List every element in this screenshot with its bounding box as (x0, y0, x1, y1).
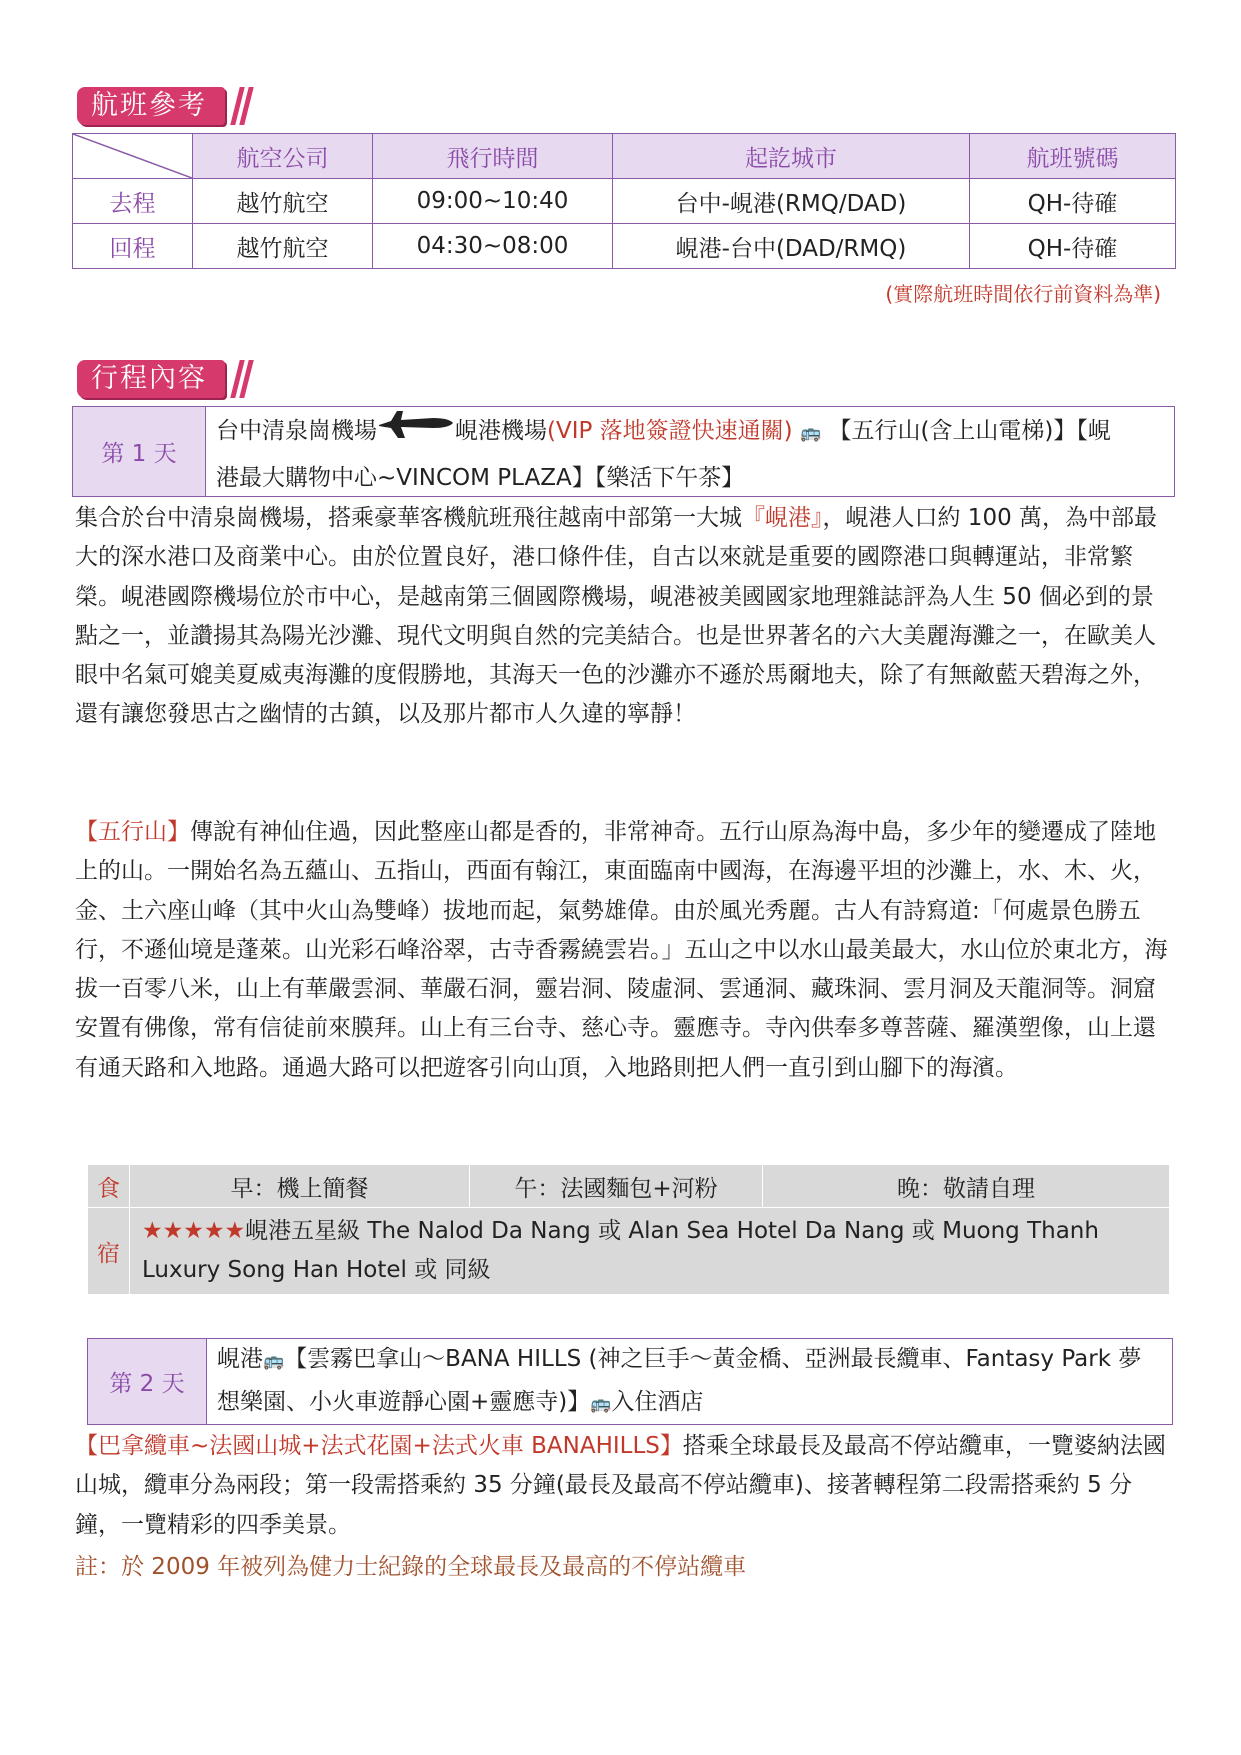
bana-label: 【巴拿纜車~法國山城+法式花園+法式火車 BANAHILLS】 (75, 1433, 683, 1459)
meal-label: 食 (88, 1165, 130, 1208)
corner-cell (73, 134, 193, 179)
hotel-text: 峴港五星級 The Nalod Da Nang 或 Alan Sea Hotel Da Nang 或 Muong Thanh Luxury Song Han Hotel 或 同級 (142, 1218, 1099, 1283)
row-label: 去程 (73, 179, 193, 224)
bus-icon: 🚌 (590, 1394, 612, 1414)
meal-row (88, 1165, 1170, 1208)
airline-cell: 越竹航空 (193, 179, 373, 224)
stay-label: 宿 (88, 1208, 130, 1295)
day2-route-start: 峴港 (217, 1346, 263, 1372)
lunch-cell: 午：法國麵包+河粉 (470, 1165, 763, 1208)
day1-box (72, 406, 1175, 497)
day1-label: 第 1 天 (73, 407, 206, 496)
day1-intro-city: 『峴港』 (742, 505, 823, 531)
airplane-icon (377, 407, 455, 456)
section-flight-title: 航班參考 (77, 87, 225, 125)
day2-label: 第 2 天 (88, 1339, 207, 1424)
section-itinerary-title: 行程內容 (77, 360, 225, 398)
meal-table (87, 1164, 1170, 1295)
day1-route (206, 407, 1174, 496)
bana-text: 搭乘全球最長及最高不停站纜車，一覽婆納法國山城，纜車分為兩段；第一段需搭乘約 35 分鐘(最長及最高不停站纜車)、接著轉程第二段需搭乘約 5 分鐘，一覽精彩的四季美景。 (75, 1433, 1166, 1538)
airline-cell: 越竹航空 (193, 224, 373, 269)
time-cell: 09:00~10:40 (373, 179, 613, 224)
header-route: 起訖城市 (613, 134, 970, 179)
route-cell: 台中-峴港(RMQ/DAD) (613, 179, 970, 224)
dinner-cell: 晚：敬請自理 (763, 1165, 1170, 1208)
hotel-cell (130, 1208, 1170, 1295)
flight-row-return (73, 224, 1176, 269)
breakfast-cell: 早：機上簡餐 (130, 1165, 470, 1208)
hotel-stars: ★★★★★ (142, 1218, 246, 1244)
bus-icon: 🚌 (263, 1351, 285, 1371)
day2-route-sights: 【雲霧巴拿山～BANA HILLS (神之巨手～黃金橋、亞洲最長纜車、Fantasy Park 夢想樂園、小火車遊靜心園+靈應寺)】 (217, 1346, 1142, 1415)
day1-route-sights-2: 港最大購物中心~VINCOM PLAZA】【樂活下午茶】 (216, 465, 745, 491)
flight-no-cell: QH-待確 (970, 179, 1176, 224)
header-flight-no: 航班號碼 (970, 134, 1176, 179)
header-time: 飛行時間 (373, 134, 613, 179)
wuxing-text: 傳說有神仙住過，因此整座山都是香的，非常神奇。五行山原為海中島，多少年的變遷成了陸地上的山。一開始名為五蘊山、五指山，西面有翰江，東面臨南中國海，在海邊平坦的沙灘上，水、木、火，金、土六座山峰（其中火山為雙峰）拔地而起，氣勢雄偉。由於風光秀麗。古人有詩寫道:「何處景色勝五行，不遜仙境是蓬萊。山光彩石峰浴翠，古寺香霧繞雲岩。」五山之中以水山最美最大，水山位於東北方，海拔一百零八米，山上有華嚴雲洞、華嚴石洞，靈岩洞、陵虛洞、雲通洞、藏珠洞、雲月洞及天龍洞等。洞窟安置有佛像，常有信徒前來膜拜。山上有三台寺、慈心寺。靈應寺。寺內供奉多尊菩薩、羅漢塑像，山上還有通天路和入地路。通過大路可以把遊客引向山頂，入地路則把人們一直引到山腳下的海濱。 (75, 819, 1168, 1081)
day2-box (87, 1338, 1173, 1425)
day2-route (207, 1339, 1172, 1424)
flight-note: (實際航班時間依行前資料為準) (885, 282, 1161, 306)
wuxing-paragraph (75, 813, 1170, 1088)
header-airline: 航空公司 (193, 134, 373, 179)
flight-no-cell: QH-待確 (970, 224, 1176, 269)
hotel-row (88, 1208, 1170, 1295)
bana-paragraph (75, 1427, 1170, 1545)
day1-visa: (VIP 落地簽證快速通關) (547, 418, 793, 444)
section-bars-icon (231, 87, 249, 125)
day1-intro (75, 499, 1170, 735)
flight-header-row (73, 134, 1176, 179)
day1-route-start: 台中清泉崗機場 (216, 418, 377, 444)
flight-row-outbound (73, 179, 1176, 224)
day1-route-sights: 【五行山(含上山電梯)】【峴 (828, 418, 1111, 444)
day2-route-hotel: 入住酒店 (611, 1389, 704, 1415)
bana-note: 註：於 2009 年被列為健力士紀錄的全球最長及最高的不停站纜車 (75, 1554, 747, 1580)
day1-intro-a: 集合於台中清泉崗機場，搭乘豪華客機航班飛往越南中部第一大城 (75, 505, 742, 531)
route-cell: 峴港-台中(DAD/RMQ) (613, 224, 970, 269)
bus-icon: 🚌 (799, 423, 822, 443)
wuxing-label: 【五行山】 (75, 819, 190, 845)
row-label: 回程 (73, 224, 193, 269)
day1-route-arrival: 峴港機場 (455, 418, 547, 444)
flight-table (72, 133, 1176, 269)
section-itinerary-header (77, 359, 249, 399)
section-flight-header (77, 86, 249, 126)
day1-intro-b: ，峴港人口約 100 萬，為中部最大的深水港口及商業中心。由於位置良好，港口條件佳，自古以來就是重要的國際港口與轉運站，非常繁榮。峴港國際機場位於市中心，是越南第三個國際機場，峴港被美國國家地理雜誌評為人生 50 個必到的景點之一，並讚揚其為陽光沙灘、現代文明與自然的完美結合。也是世界著名的六大美麗海灘之一，在歐美人眼中名氣可媲美夏威夷海灘的度假勝地，其海天一色的沙灘亦不遜於馬爾地夫，除了有無敵藍天碧海之外，還有讓您發思古之幽情的古鎮，以及那片都市人久違的寧靜！ (75, 505, 1158, 728)
section-bars-icon (231, 360, 249, 398)
time-cell: 04:30~08:00 (373, 224, 613, 269)
